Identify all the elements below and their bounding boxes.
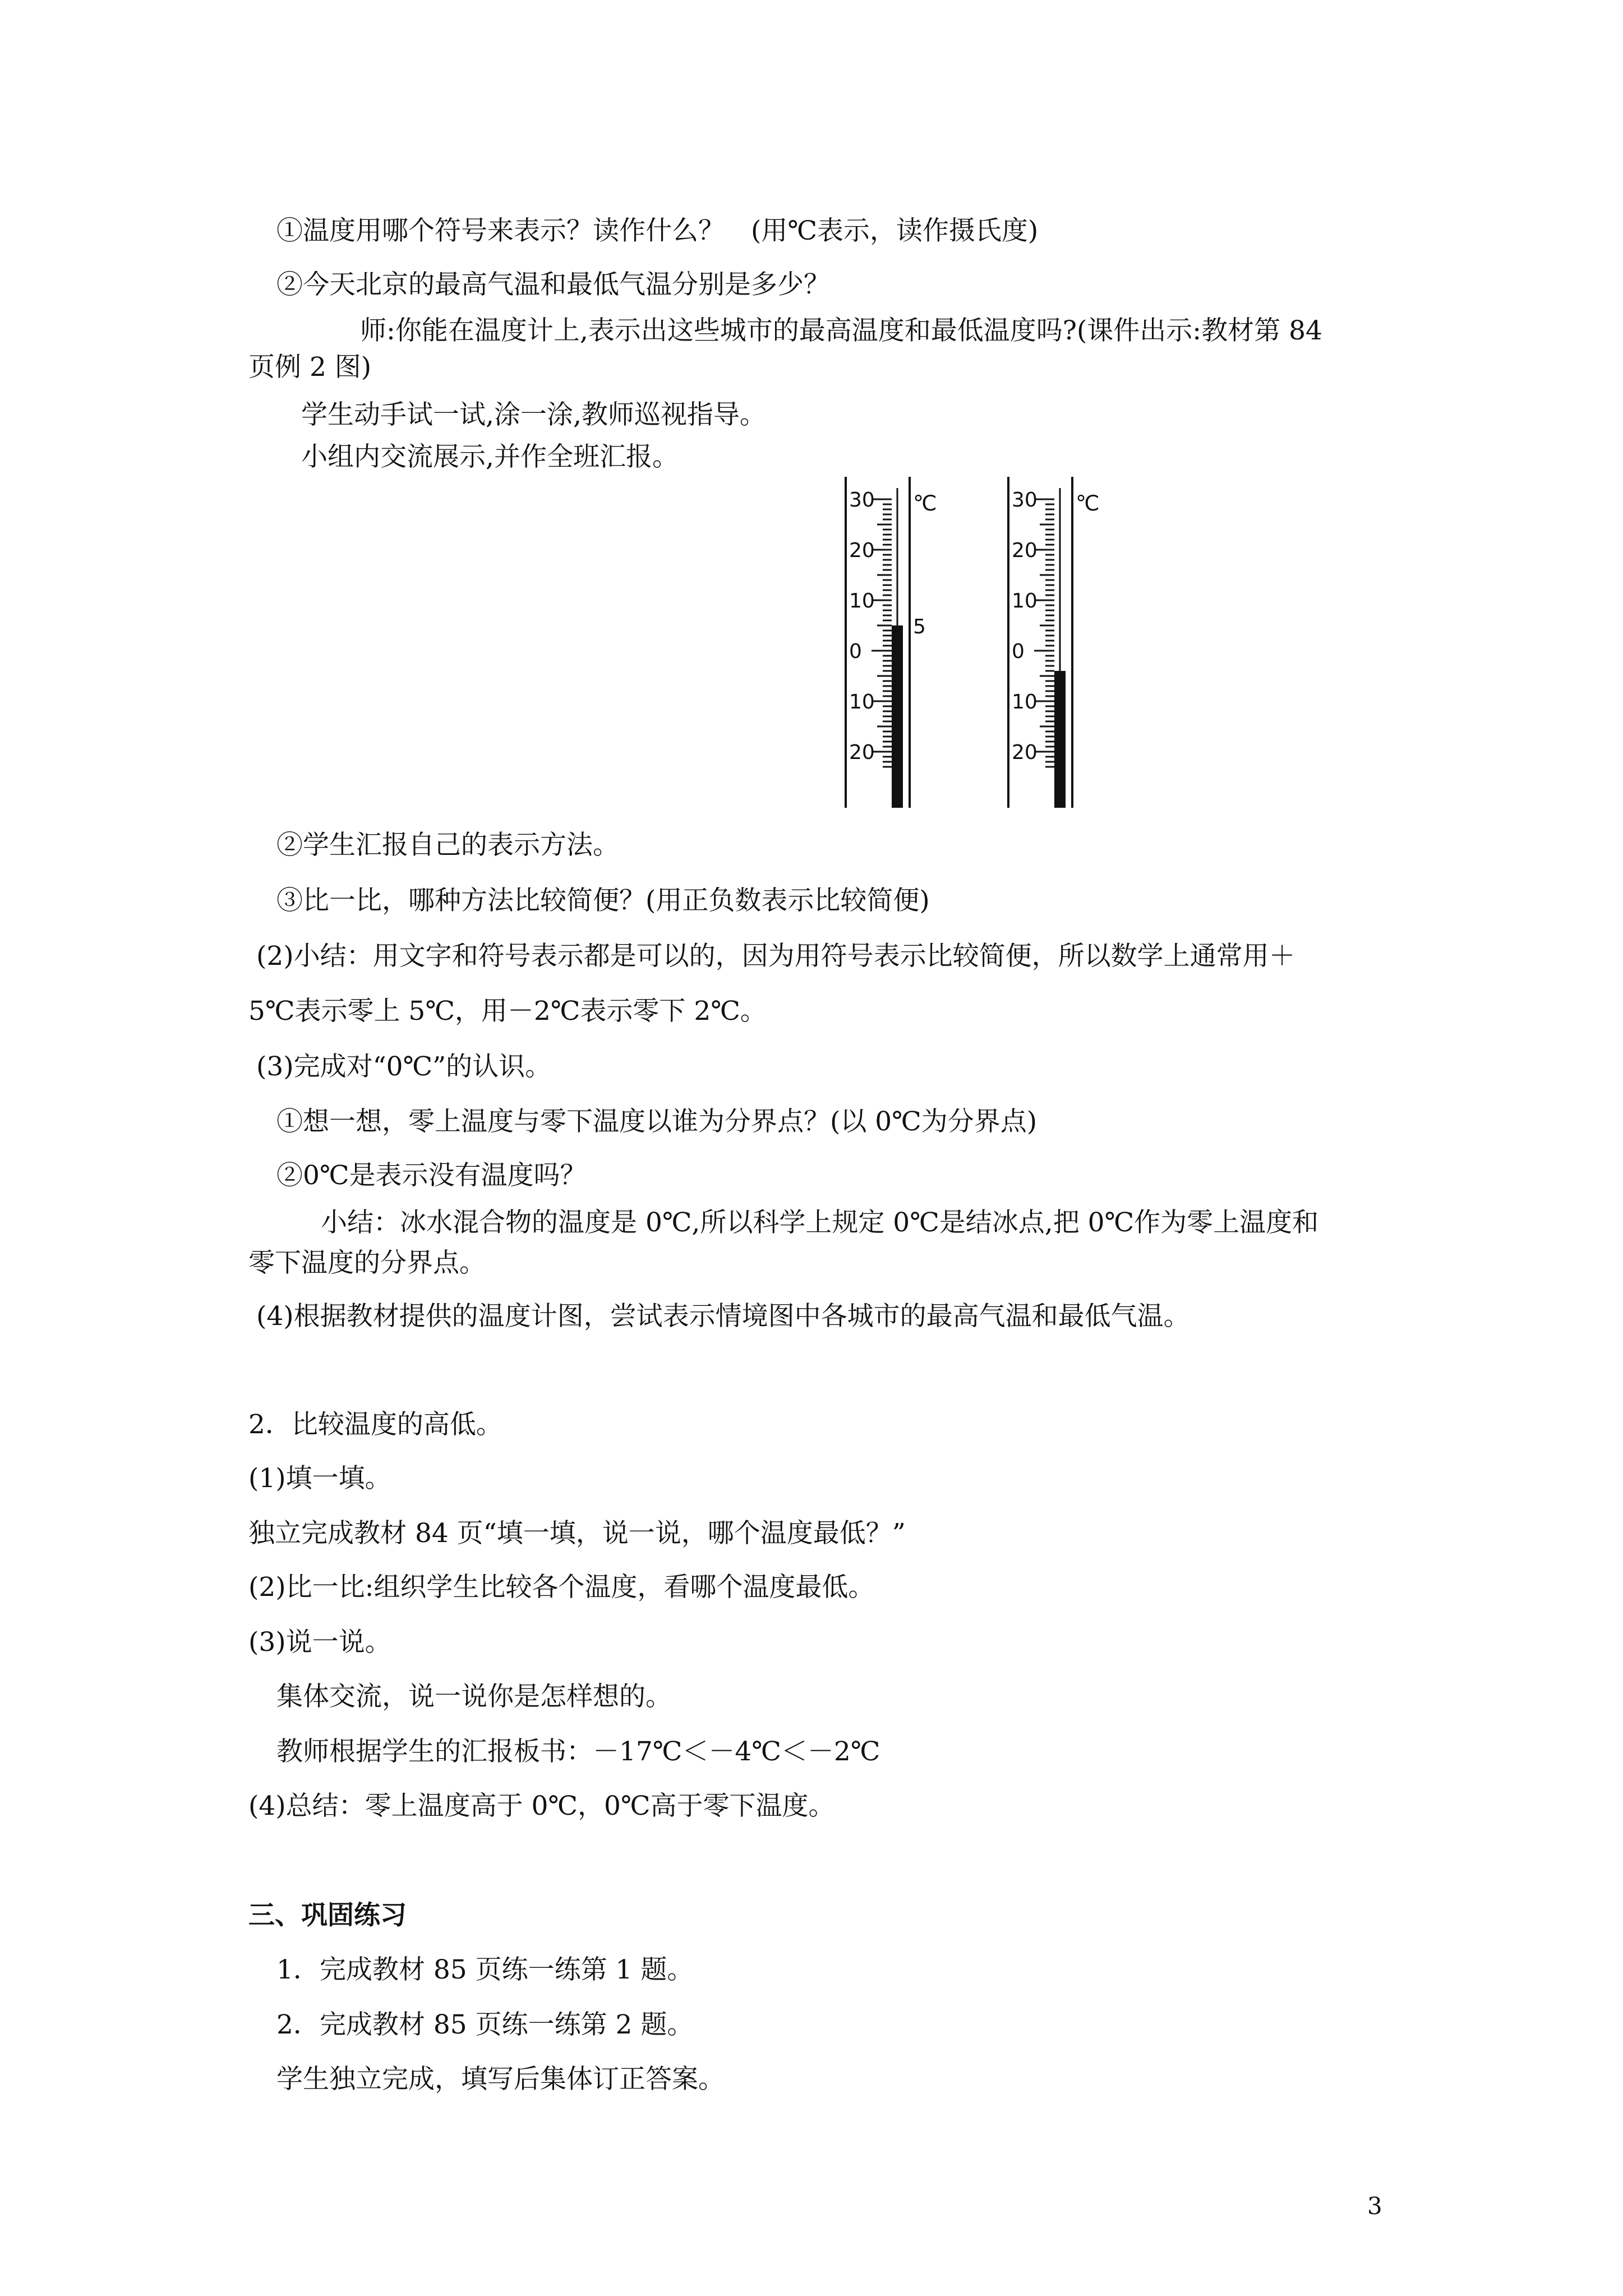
text-line: (2)小结：用文字和符号表示都是可以的，因为用符号表示比较简便，所以数学上通常用＋ (256, 941, 1295, 972)
text-line: 学生动手试一试,涂一涂,教师巡视指导。 (301, 399, 766, 430)
scale-label: 10 (1012, 691, 1038, 714)
scale-label: 0 (849, 640, 862, 663)
text-line: 小结：冰水混合物的温度是 0℃,所以科学上规定 0℃是结冰点,把 0℃作为零上温度和 (321, 1207, 1319, 1238)
text-line: 页例 2 图) (248, 352, 372, 383)
text-line: 师:你能在温度计上,表示出这些城市的最高温度和最低温度吗?(课件出示:教材第 84 (360, 315, 1322, 346)
scale-label: 10 (849, 691, 875, 714)
page-number: 3 (1367, 2192, 1382, 2220)
section-heading-practice: 三、巩固练习 (248, 1900, 407, 1931)
text-line: (4)总结：零上温度高于 0℃，0℃高于零下温度。 (248, 1791, 835, 1821)
text-line: 教师根据学生的汇报板书：－17℃＜－4℃＜－2℃ (276, 1736, 880, 1767)
scale-label: 10 (849, 590, 875, 613)
section-heading: 2．比较温度的高低。 (248, 1409, 502, 1440)
text-line: ②今天北京的最高气温和最低气温分别是多少？ (276, 269, 830, 300)
text-line: 独立完成教材 84 页“填一填，说一说，哪个温度最低？” (248, 1518, 906, 1549)
scale-label: 10 (1012, 590, 1038, 613)
thermometer-liquid (892, 625, 903, 808)
unit-label: ℃ (1076, 491, 1100, 516)
thermometer-left (846, 477, 937, 808)
thermometer-liquid (1054, 671, 1066, 808)
text-line: 5℃表示零上 5℃，用－2℃表示零下 2℃。 (248, 996, 767, 1027)
text-line: ③比一比，哪种方法比较简便？(用正负数表示比较简便) (276, 885, 930, 916)
text-line: 学生独立完成，填写后集体订正答案。 (276, 2064, 725, 2095)
text-line: ①温度用哪个符号来表示？读作什么？ (用℃表示，读作摄氏度) (276, 215, 1039, 246)
text-line: (4)根据教材提供的温度计图，尝试表示情境图中各城市的最高气温和最低气温。 (256, 1301, 1190, 1332)
text-line: (2)比一比:组织学生比较各个温度，看哪个温度最低。 (248, 1572, 875, 1603)
scale-label: 20 (849, 741, 875, 764)
text-line: ②学生汇报自己的表示方法。 (276, 830, 619, 861)
text-line: 集体交流，说一说你是怎样想的。 (276, 1681, 672, 1712)
unit-label: ℃ (913, 491, 937, 516)
thermometer-right (1008, 477, 1100, 808)
text-line: 小组内交流展示,并作全班汇报。 (301, 441, 679, 472)
thermometer-figure (841, 477, 1133, 813)
value-label: 5 (913, 615, 926, 638)
scale-label: 20 (1012, 539, 1038, 562)
text-line: ①想一想，零上温度与零下温度以谁为分界点？(以 0℃为分界点) (276, 1106, 1038, 1137)
scale-label: 20 (849, 539, 875, 562)
text-line: (3)完成对“0℃”的认识。 (256, 1051, 552, 1082)
scale-label: 20 (1012, 741, 1038, 764)
scale-label: 30 (1012, 489, 1038, 512)
text-line: 零下温度的分界点。 (248, 1248, 486, 1278)
scale-label: 0 (1012, 640, 1025, 663)
text-line: (1)填一填。 (248, 1463, 391, 1494)
text-line: ②0℃是表示没有温度吗？ (276, 1160, 587, 1191)
text-line: 2．完成教材 85 页练一练第 2 题。 (276, 2009, 694, 2040)
text-line: (3)说一说。 (248, 1627, 391, 1658)
text-line: 1．完成教材 85 页练一练第 1 题。 (276, 1954, 694, 1985)
scale-label: 30 (849, 489, 875, 512)
